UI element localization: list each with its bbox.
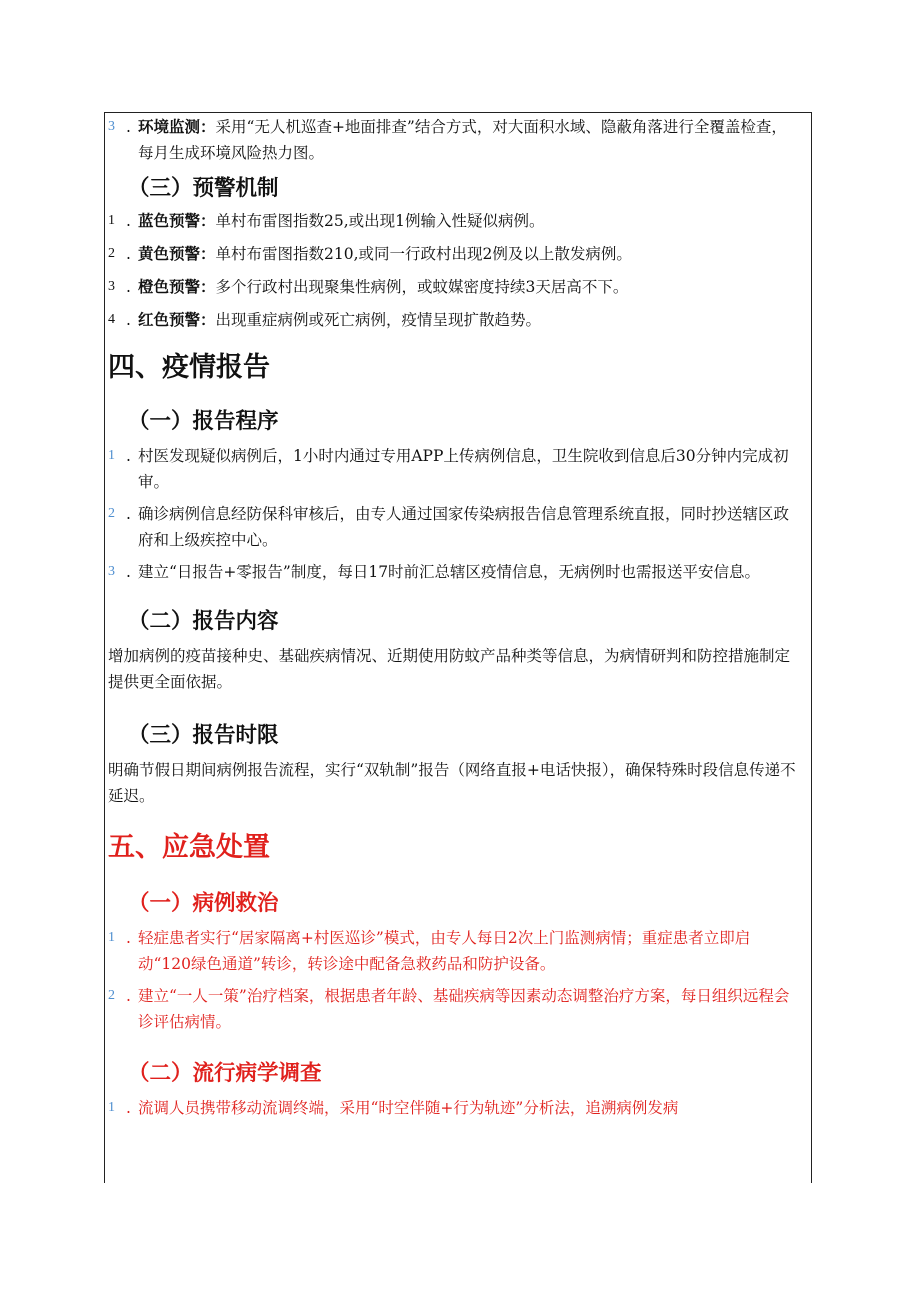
report-content-heading: （二）报告内容 — [128, 609, 279, 634]
item-text: 多个行政村出现聚集性病例，或蚊媒密度持续3天居高不下。 — [215, 278, 629, 296]
list-number: 3 — [108, 279, 115, 294]
list-item: 1 . 村医发现疑似病例后，1小时内通过专用APP上传病例信息，卫生院收到信息后30分钟内完成初审。 — [108, 443, 800, 495]
item-text: 确诊病例信息经防保科审核后，由专人通过国家传染病报告信息管理系统直报，同时抄送辖区政府和上级疾控中心。 — [138, 505, 790, 549]
report-procedure-heading: （一）报告程序 — [128, 409, 279, 434]
item-text: 单村布雷图指数210,或同一行政村出现2例及以上散发病例。 — [215, 245, 632, 263]
item-text: 村医发现疑似病例后，1小时内通过专用APP上传病例信息，卫生院收到信息后30分钟内完成初审。 — [138, 447, 789, 491]
item-label: 黄色预警： — [138, 244, 216, 263]
item-text: 轻症患者实行“居家隔离+村医巡诊”模式，由专人每日2次上门监测病情；重症患者立即启动“120绿色通道”转诊，转诊途中配备急救药品和防护设备。 — [138, 929, 751, 973]
item-text: 单村布雷图指数25,或出现1例输入性疑似病例。 — [215, 212, 545, 230]
list-item: 1 . 流调人员携带移动流调终端，采用“时空伴随+行为轨迹”分析法，追溯病例发病 — [108, 1095, 800, 1121]
list-item: 1 . 轻症患者实行“居家隔离+村医巡诊”模式，由专人每日2次上门监测病情；重症患者立即启动“120绿色通道”转诊，转诊途中配备急救药品和防护设备。 — [108, 925, 800, 977]
item-label: 环境监测： — [138, 117, 216, 136]
list-item: 3 . 建立“日报告+零报告”制度，每日17时前汇总辖区疫情信息，无病例时也需报送平安信息。 — [108, 559, 800, 585]
list-item: 2 . 黄色预警：单村布雷图指数210,或同一行政村出现2例及以上散发病例。 — [108, 241, 800, 267]
list-item: 3 . 环境监测：采用“无人机巡查+地面排查”结合方式，对大面积水域、隐蔽角落进行全覆盖检查，每月生成环境风险热力图。 — [108, 114, 800, 166]
list-number: 3 — [108, 564, 115, 579]
report-deadline-text: 明确节假日期间病例报告流程，实行“双轨制”报告（网络直报+电话快报），确保特殊时段信息传递不延迟。 — [108, 761, 796, 805]
section5-title: 五、应急处置 — [108, 832, 270, 863]
item-text: 建立“日报告+零报告”制度，每日17时前汇总辖区疫情信息，无病例时也需报送平安信息。 — [138, 563, 761, 581]
list-number: 2 — [108, 246, 115, 261]
document-body — [108, 114, 800, 1121]
list-number: 4 — [108, 312, 115, 327]
item-text: 建立“一人一策”治疗档案，根据患者年龄、基础疾病等因素动态调整治疗方案，每日组织远程会诊评估病情。 — [138, 987, 790, 1031]
report-content-text: 增加病例的疫苗接种史、基础疾病情况、近期使用防蚊产品种类等信息，为病情研判和防控措施制定提供更全面依据。 — [108, 647, 791, 691]
list-number: 1 — [108, 1100, 115, 1115]
list-item: 1 . 蓝色预警：单村布雷图指数25,或出现1例输入性疑似病例。 — [108, 208, 800, 234]
item-label: 橙色预警： — [138, 277, 216, 296]
item-label: 红色预警： — [138, 310, 216, 329]
item-text: 出现重症病例或死亡病例，疫情呈现扩散趋势。 — [215, 311, 542, 329]
section4-title: 四、疫情报告 — [108, 352, 270, 383]
treatment-heading: （一）病例救治 — [128, 891, 279, 916]
list-number: 1 — [108, 930, 115, 945]
list-item: 2 . 确诊病例信息经防保科审核后，由专人通过国家传染病报告信息管理系统直报，同时抄送辖区政府和上级疾控中心。 — [108, 501, 800, 553]
list-item: 4 . 红色预警：出现重症病例或死亡病例，疫情呈现扩散趋势。 — [108, 307, 800, 333]
list-number: 3 — [108, 119, 115, 134]
epi-investigation-heading: （二）流行病学调查 — [128, 1061, 322, 1086]
item-label: 蓝色预警： — [138, 211, 216, 230]
list-number: 1 — [108, 213, 115, 228]
list-item: 3 . 橙色预警：多个行政村出现聚集性病例，或蚊媒密度持续3天居高不下。 — [108, 274, 800, 300]
list-number: 2 — [108, 988, 115, 1003]
warning-heading: （三）预警机制 — [128, 176, 279, 201]
report-deadline-heading: （三）报告时限 — [128, 723, 279, 748]
item-text: 采用“无人机巡查+地面排查”结合方式，对大面积水域、隐蔽角落进行全覆盖检查，每月生成环境风险热力图。 — [138, 118, 787, 162]
list-item: 2 . 建立“一人一策”治疗档案，根据患者年龄、基础疾病等因素动态调整治疗方案，每日组织远程会诊评估病情。 — [108, 983, 800, 1035]
list-number: 1 — [108, 448, 115, 463]
item-text: 流调人员携带移动流调终端，采用“时空伴随+行为轨迹”分析法，追溯病例发病 — [138, 1099, 679, 1117]
list-number: 2 — [108, 506, 115, 521]
